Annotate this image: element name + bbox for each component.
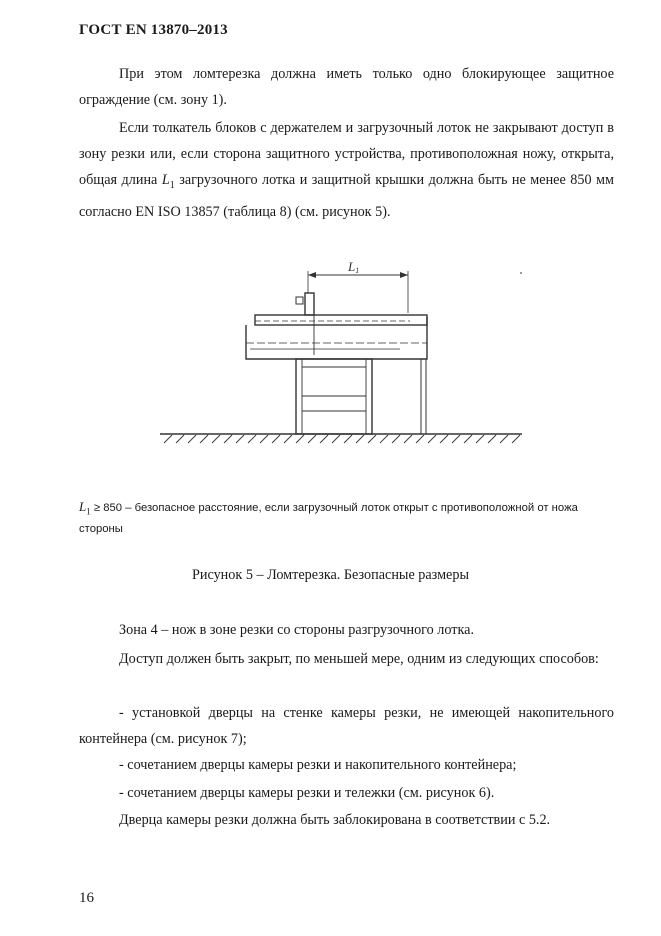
protective-cover xyxy=(246,317,427,359)
ground-hatching xyxy=(164,435,520,443)
note-text: ≥ 850 – безопасное расстояние, если загрузочный лоток открыт с противоположной от ножа стороны xyxy=(79,502,578,535)
paragraph-2 xyxy=(79,115,614,225)
paragraph-2-text-a: Если толкатель блоков с держателем и загрузочный лоток не закрывают доступ в зону резки или, если сторона защитного устройства, противоположная ножу, открыта, общая длина xyxy=(79,120,614,188)
figure-note xyxy=(79,498,614,538)
paragraph-8: Дверца камеры резки должна быть заблокирована в соответствии с 5.2. xyxy=(119,812,551,828)
block-pusher xyxy=(305,293,314,315)
standard-header: ГОСТ EN 13870–2013 xyxy=(79,22,228,38)
figure-title: Рисунок 5 – Ломтерезка. Безопасные размеры xyxy=(192,567,469,583)
dimension-label-l1: L1 xyxy=(348,259,360,275)
paragraph-5: - установкой дверцы на стенке камеры резки, не имеющей накопительного контейнера (см. рисунок 7); xyxy=(79,705,614,747)
paragraph-7: - сочетанием дверцы камеры резки и тележки (см. рисунок 6). xyxy=(119,785,495,801)
slicer-diagram xyxy=(150,255,530,455)
paragraph-3: Зона 4 – нож в зоне резки со стороны разгрузочного лотка. xyxy=(119,622,474,638)
page-number: 16 xyxy=(79,890,94,906)
symbol-l1: $L_1$ xyxy=(161,172,175,191)
paragraph-6: - сочетанием дверцы камеры резки и накопительного контейнера; xyxy=(119,757,517,773)
note-symbol-l1: $L_1$ xyxy=(79,499,91,517)
paragraph-1: При этом ломтерезка должна иметь только одно блокирующее защитное ограждение (см. зону 1). xyxy=(79,66,614,108)
loading-tray xyxy=(255,315,427,325)
paragraph-4: Доступ должен быть закрыт, по меньшей мере, одним из следующих способов: xyxy=(119,651,599,667)
paragraph-2-text-b: загрузочного лотка и защитной крышки должна быть не менее 850 мм согласно EN ISO 13857 (таблица 8) (см. рисунок 5). xyxy=(79,172,614,220)
